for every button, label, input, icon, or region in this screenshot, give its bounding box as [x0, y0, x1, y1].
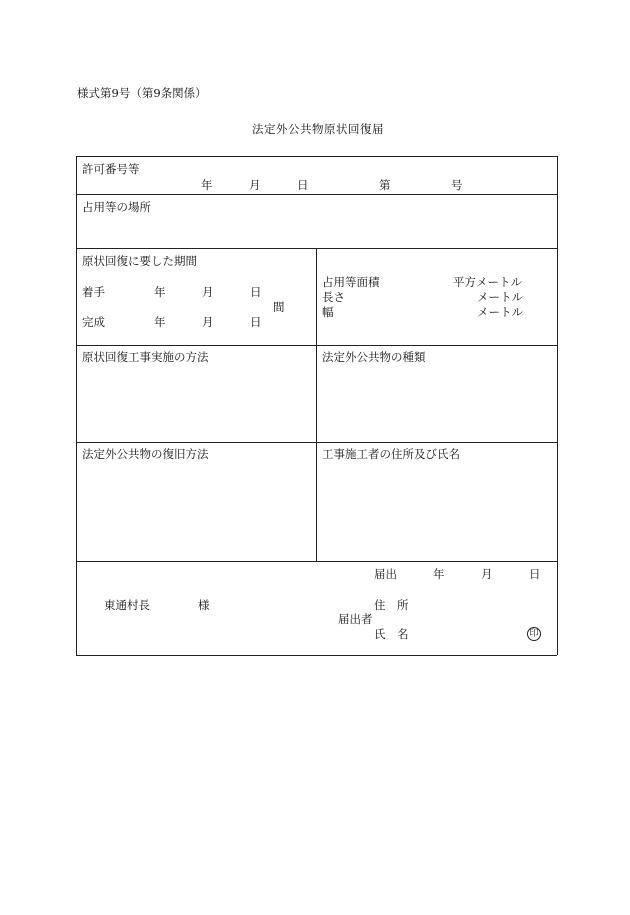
notify-day: 日: [529, 567, 541, 581]
permit-year: 年: [201, 178, 213, 192]
permit-month: 月: [249, 178, 261, 192]
width-label: 幅: [322, 305, 334, 319]
table-border-left: [76, 156, 77, 655]
notify-month: 月: [481, 567, 493, 581]
form-number: 様式第9号（第9条関係）: [77, 86, 207, 100]
location-label: 占用等の場所: [82, 200, 151, 214]
start-month: 月: [202, 285, 214, 299]
address-label: 住 所: [374, 598, 409, 612]
permit-dai: 第: [379, 178, 391, 192]
contractor-label: 工事施工者の住所及び氏名: [322, 447, 460, 461]
seal-mark: 印: [527, 627, 541, 641]
method-label: 原状回復工事実施の方法: [82, 350, 209, 364]
length-unit: メートル: [477, 290, 523, 304]
end-label: 完成: [82, 315, 105, 329]
restore-label: 法定外公共物の復旧方法: [82, 447, 209, 461]
notify-date-label: 届出: [374, 567, 397, 581]
end-day: 日: [250, 315, 262, 329]
applicant-label: 届出者: [338, 612, 373, 626]
start-label: 着手: [82, 285, 105, 299]
row-divider-1: [76, 194, 557, 195]
form-title: 法定外公共物原状回復届: [252, 122, 384, 136]
area-unit: 平方メートル: [453, 275, 522, 289]
period-label: 原状回復に要した期間: [82, 254, 197, 268]
table-border-right: [557, 156, 558, 655]
area-label: 占用等面積: [322, 275, 380, 289]
end-month: 月: [202, 315, 214, 329]
column-divider: [316, 248, 317, 561]
width-unit: メートル: [477, 305, 523, 319]
period-kan: 間: [273, 300, 285, 314]
end-year: 年: [154, 315, 166, 329]
start-day: 日: [250, 285, 262, 299]
permit-day: 日: [297, 178, 309, 192]
notify-year: 年: [433, 567, 445, 581]
name-label: 氏 名: [374, 627, 409, 641]
kind-label: 法定外公共物の種類: [322, 350, 426, 364]
addressee: 東通村長: [104, 598, 150, 612]
addressee-sama: 様: [198, 598, 210, 612]
start-year: 年: [154, 285, 166, 299]
table-border-bottom: [76, 655, 557, 656]
permit-go: 号: [451, 178, 463, 192]
permit-label: 許可番号等: [82, 162, 140, 176]
length-label: 長さ: [322, 290, 345, 304]
table-border-top: [76, 156, 557, 157]
row-divider-5: [76, 561, 557, 562]
